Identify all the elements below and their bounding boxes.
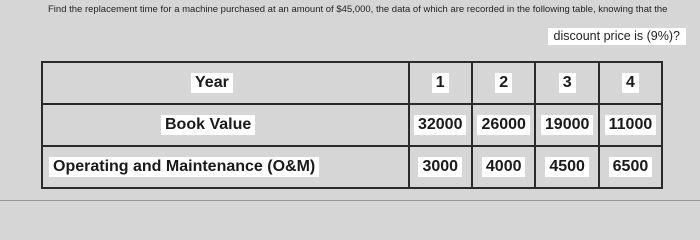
- year-3: 3: [559, 73, 576, 93]
- table-cell: [535, 146, 598, 188]
- book-value-1: 32000: [414, 115, 467, 135]
- book-value-2: 26000: [477, 115, 530, 135]
- row-label-cell: [42, 62, 409, 104]
- data-table: [41, 61, 663, 189]
- year-2: 2: [495, 73, 512, 93]
- om-2: 4000: [482, 157, 526, 177]
- table-cell: [472, 146, 535, 188]
- book-value-4: 11000: [605, 115, 657, 135]
- om-3: 4500: [545, 157, 589, 177]
- table-cell: [599, 146, 662, 188]
- row-label-cell: [42, 104, 409, 146]
- om-1: 3000: [418, 157, 462, 177]
- bottom-divider: [0, 200, 700, 201]
- table-cell: [409, 62, 472, 104]
- table-cell: [409, 146, 472, 188]
- table-cell: [599, 104, 662, 146]
- table-cell: [472, 62, 535, 104]
- row-label-book-value: Book Value: [161, 115, 255, 135]
- row-label-om: Operating and Maintenance (O&M): [49, 157, 319, 177]
- year-4: 4: [622, 73, 639, 93]
- year-1: 1: [432, 73, 449, 93]
- table-cell: [599, 62, 662, 104]
- book-value-3: 19000: [541, 115, 594, 135]
- table-cell: [409, 104, 472, 146]
- table-cell: [472, 104, 535, 146]
- table-row-year: [42, 62, 662, 104]
- table-cell: [535, 104, 598, 146]
- table-row-om: [42, 146, 662, 188]
- row-label-year: Year: [191, 73, 233, 93]
- table-cell: [535, 62, 598, 104]
- om-4: 6500: [609, 157, 653, 177]
- row-label-cell: [42, 146, 409, 188]
- discount-note: discount price is (9%)?: [548, 28, 686, 45]
- question-text: Find the replacement time for a machine purchased at an amount of $45,000, the data of which are recorded in the following table, knowing that the: [48, 4, 668, 15]
- table-row-book-value: [42, 104, 662, 146]
